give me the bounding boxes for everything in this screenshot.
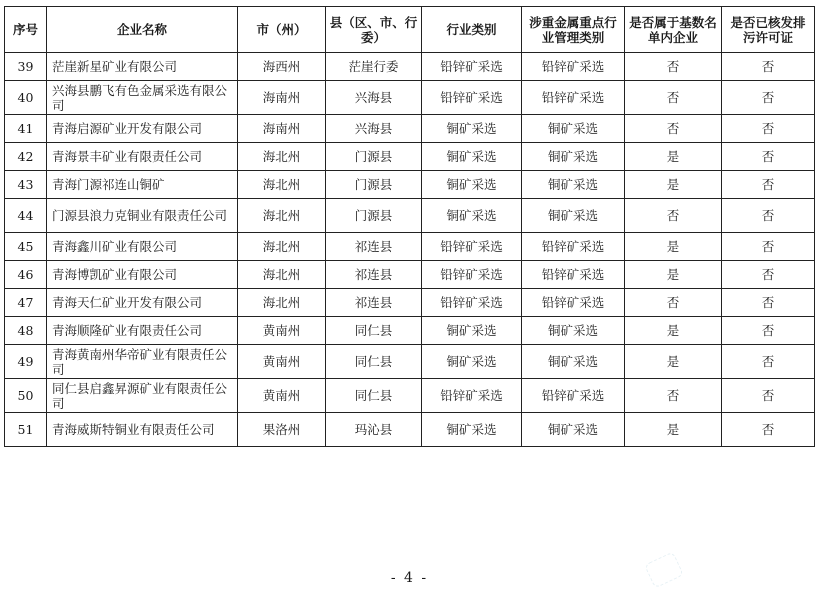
prefecture-cell: 果洛州 (238, 413, 326, 447)
row-index-cell: 44 (5, 199, 47, 233)
industry-category-cell: 铜矿采选 (422, 345, 522, 379)
in-base-list-cell: 是 (625, 233, 722, 261)
industry-category-cell: 铅锌矿采选 (422, 379, 522, 413)
permit-issued-cell: 否 (722, 233, 815, 261)
enterprise-name-cell: 茫崖新星矿业有限公司 (47, 53, 238, 81)
table-row (5, 143, 815, 171)
industry-category-cell: 铅锌矿采选 (422, 233, 522, 261)
heavy-metal-category-cell: 铜矿采选 (522, 171, 625, 199)
table-row (5, 379, 815, 413)
heavy-metal-category-cell: 铜矿采选 (522, 199, 625, 233)
permit-issued-cell: 否 (722, 53, 815, 81)
row-index-cell: 51 (5, 413, 47, 447)
enterprise-name-cell: 青海黄南州华帝矿业有限责任公司 (47, 345, 238, 379)
table-row (5, 289, 815, 317)
enterprise-table (4, 6, 815, 447)
row-index-cell: 42 (5, 143, 47, 171)
permit-issued-cell: 否 (722, 171, 815, 199)
county-cell: 门源县 (326, 171, 422, 199)
enterprise-name-cell: 青海威斯特铜业有限责任公司 (47, 413, 238, 447)
heavy-metal-category-cell: 铅锌矿采选 (522, 261, 625, 289)
prefecture-cell: 黄南州 (238, 345, 326, 379)
county-cell: 祁连县 (326, 233, 422, 261)
county-cell: 门源县 (326, 199, 422, 233)
permit-issued-cell: 否 (722, 261, 815, 289)
table-row (5, 345, 815, 379)
permit-issued-cell: 否 (722, 379, 815, 413)
prefecture-cell: 海南州 (238, 115, 326, 143)
county-cell: 同仁县 (326, 379, 422, 413)
in-base-list-cell: 否 (625, 81, 722, 115)
header-cell: 县（区、市、行委） (326, 7, 422, 53)
permit-issued-cell: 否 (722, 115, 815, 143)
county-cell: 祁连县 (326, 261, 422, 289)
heavy-metal-category-cell: 铅锌矿采选 (522, 289, 625, 317)
row-index-cell: 40 (5, 81, 47, 115)
enterprise-name-cell: 青海顺隆矿业有限责任公司 (47, 317, 238, 345)
enterprise-name-cell: 青海启源矿业开发有限公司 (47, 115, 238, 143)
enterprise-name-cell: 青海景丰矿业有限责任公司 (47, 143, 238, 171)
permit-issued-cell: 否 (722, 413, 815, 447)
header-cell: 企业名称 (47, 7, 238, 53)
table-row (5, 115, 815, 143)
row-index-cell: 39 (5, 53, 47, 81)
row-index-cell: 43 (5, 171, 47, 199)
prefecture-cell: 海北州 (238, 171, 326, 199)
in-base-list-cell: 否 (625, 115, 722, 143)
table-body (5, 53, 815, 447)
industry-category-cell: 铅锌矿采选 (422, 261, 522, 289)
in-base-list-cell: 是 (625, 261, 722, 289)
prefecture-cell: 海北州 (238, 199, 326, 233)
header-cell: 是否已核发排污许可证 (722, 7, 815, 53)
industry-category-cell: 铜矿采选 (422, 317, 522, 345)
enterprise-name-cell: 兴海县鹏飞有色金属采选有限公司 (47, 81, 238, 115)
row-index-cell: 48 (5, 317, 47, 345)
header-cell: 行业类别 (422, 7, 522, 53)
row-index-cell: 47 (5, 289, 47, 317)
enterprise-name-cell: 青海门源祁连山铜矿 (47, 171, 238, 199)
header-cell: 序号 (5, 7, 47, 53)
enterprise-name-cell: 青海博凯矿业有限公司 (47, 261, 238, 289)
county-cell: 兴海县 (326, 81, 422, 115)
heavy-metal-category-cell: 铜矿采选 (522, 317, 625, 345)
in-base-list-cell: 是 (625, 413, 722, 447)
industry-category-cell: 铅锌矿采选 (422, 81, 522, 115)
in-base-list-cell: 是 (625, 317, 722, 345)
in-base-list-cell: 否 (625, 379, 722, 413)
heavy-metal-category-cell: 铜矿采选 (522, 115, 625, 143)
table-row (5, 199, 815, 233)
industry-category-cell: 铜矿采选 (422, 171, 522, 199)
table-row (5, 261, 815, 289)
row-index-cell: 49 (5, 345, 47, 379)
industry-category-cell: 铜矿采选 (422, 199, 522, 233)
in-base-list-cell: 是 (625, 143, 722, 171)
prefecture-cell: 海北州 (238, 289, 326, 317)
prefecture-cell: 海南州 (238, 81, 326, 115)
table-row (5, 233, 815, 261)
header-cell: 涉重金属重点行业管理类别 (522, 7, 625, 53)
industry-category-cell: 铜矿采选 (422, 115, 522, 143)
in-base-list-cell: 否 (625, 199, 722, 233)
in-base-list-cell: 是 (625, 345, 722, 379)
in-base-list-cell: 是 (625, 171, 722, 199)
industry-category-cell: 铜矿采选 (422, 143, 522, 171)
enterprise-name-cell: 同仁县启鑫昇源矿业有限责任公司 (47, 379, 238, 413)
table-row (5, 81, 815, 115)
heavy-metal-category-cell: 铅锌矿采选 (522, 53, 625, 81)
table-row (5, 413, 815, 447)
header-cell: 市（州） (238, 7, 326, 53)
row-index-cell: 45 (5, 233, 47, 261)
enterprise-name-cell: 青海鑫川矿业有限公司 (47, 233, 238, 261)
permit-issued-cell: 否 (722, 81, 815, 115)
permit-issued-cell: 否 (722, 317, 815, 345)
in-base-list-cell: 否 (625, 53, 722, 81)
in-base-list-cell: 否 (625, 289, 722, 317)
enterprise-name-cell: 青海天仁矿业开发有限公司 (47, 289, 238, 317)
county-cell: 同仁县 (326, 317, 422, 345)
heavy-metal-category-cell: 铅锌矿采选 (522, 81, 625, 115)
industry-category-cell: 铜矿采选 (422, 413, 522, 447)
prefecture-cell: 海北州 (238, 233, 326, 261)
prefecture-cell: 海北州 (238, 143, 326, 171)
permit-issued-cell: 否 (722, 345, 815, 379)
county-cell: 茫崖行委 (326, 53, 422, 81)
industry-category-cell: 铅锌矿采选 (422, 53, 522, 81)
prefecture-cell: 黄南州 (238, 317, 326, 345)
table-row (5, 317, 815, 345)
county-cell: 祁连县 (326, 289, 422, 317)
table-row (5, 171, 815, 199)
county-cell: 同仁县 (326, 345, 422, 379)
county-cell: 兴海县 (326, 115, 422, 143)
header-cell: 是否属于基数名单内企业 (625, 7, 722, 53)
enterprise-name-cell: 门源县浪力克铜业有限责任公司 (47, 199, 238, 233)
heavy-metal-category-cell: 铅锌矿采选 (522, 379, 625, 413)
permit-issued-cell: 否 (722, 143, 815, 171)
page-number: - 4 - (390, 570, 429, 586)
prefecture-cell: 海西州 (238, 53, 326, 81)
prefecture-cell: 黄南州 (238, 379, 326, 413)
heavy-metal-category-cell: 铅锌矿采选 (522, 233, 625, 261)
row-index-cell: 46 (5, 261, 47, 289)
heavy-metal-category-cell: 铜矿采选 (522, 413, 625, 447)
heavy-metal-category-cell: 铜矿采选 (522, 345, 625, 379)
row-index-cell: 50 (5, 379, 47, 413)
industry-category-cell: 铅锌矿采选 (422, 289, 522, 317)
county-cell: 玛沁县 (326, 413, 422, 447)
county-cell: 门源县 (326, 143, 422, 171)
permit-issued-cell: 否 (722, 289, 815, 317)
table-row (5, 53, 815, 81)
row-index-cell: 41 (5, 115, 47, 143)
permit-issued-cell: 否 (722, 199, 815, 233)
heavy-metal-category-cell: 铜矿采选 (522, 143, 625, 171)
prefecture-cell: 海北州 (238, 261, 326, 289)
header-row (5, 7, 815, 53)
